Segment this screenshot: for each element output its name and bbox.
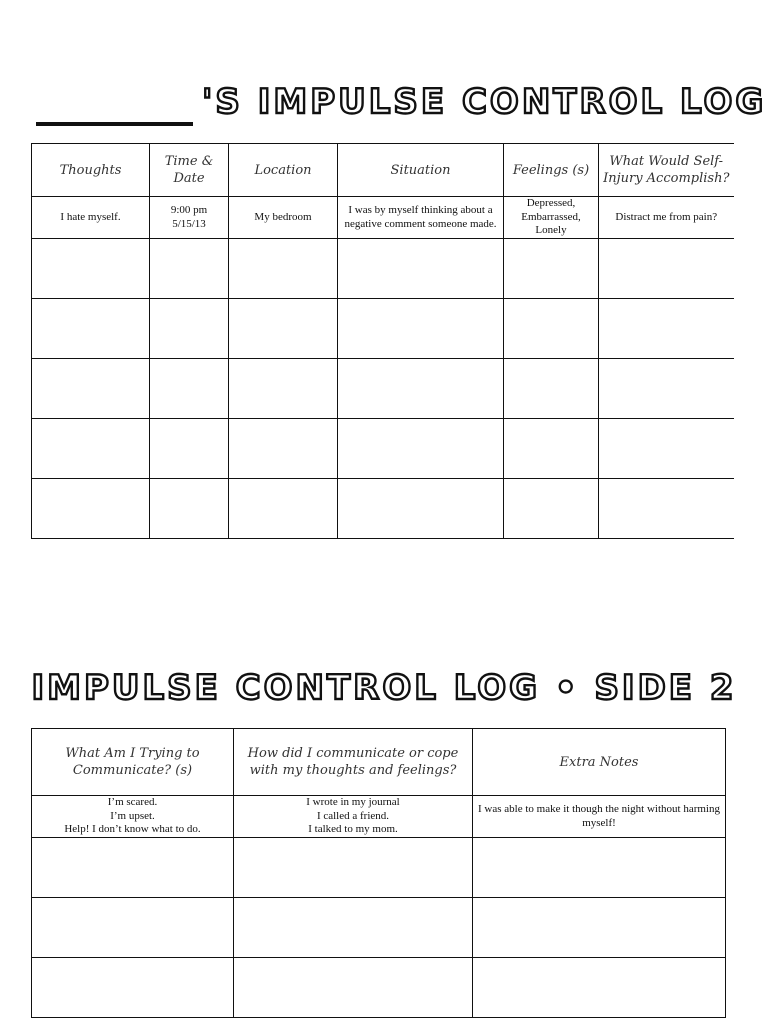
name-blank-line <box>36 122 193 126</box>
entry-cell[interactable] <box>32 299 150 359</box>
entry-cell[interactable] <box>234 958 473 1018</box>
empty-entry-row <box>32 419 734 479</box>
example-communicate: I’m scared. I’m upset. Help! I don’t know what to do. <box>32 796 234 838</box>
entry-cell[interactable] <box>150 419 229 479</box>
example-situation: I was by myself thinking about a negative comment someone made. <box>338 197 504 239</box>
empty-entry-row <box>32 479 734 539</box>
entry-cell[interactable] <box>229 419 338 479</box>
entry-cell[interactable] <box>338 419 504 479</box>
example-location: My bedroom <box>229 197 338 239</box>
entry-cell[interactable] <box>473 898 726 958</box>
entry-cell[interactable] <box>234 838 473 898</box>
column-header-cope: How did I communicate or cope with my thoughts and feelings? <box>234 729 473 796</box>
entry-cell[interactable] <box>150 299 229 359</box>
entry-cell[interactable] <box>229 479 338 539</box>
entry-cell[interactable] <box>338 359 504 419</box>
example-time-date: 9:00 pm 5/15/13 <box>150 197 229 239</box>
entry-cell[interactable] <box>338 479 504 539</box>
entry-cell[interactable] <box>338 299 504 359</box>
side-2-title: IMPULSE CONTROL LOG • SIDE 2 <box>31 668 737 708</box>
column-header-communicate: What Am I Trying to Communicate? (s) <box>32 729 234 796</box>
impulse-control-log-side-2-table <box>31 728 726 1018</box>
entry-cell[interactable] <box>32 898 234 958</box>
entry-cell[interactable] <box>599 299 734 359</box>
entry-cell[interactable] <box>150 359 229 419</box>
entry-cell[interactable] <box>234 898 473 958</box>
example-self-injury: Distract me from pain? <box>599 197 734 239</box>
entry-cell[interactable] <box>150 239 229 299</box>
example-feelings: Depressed, Embarrassed, Lonely <box>504 197 599 239</box>
empty-entry-row <box>32 898 726 958</box>
column-header-thoughts: Thoughts <box>32 144 150 197</box>
entry-cell[interactable] <box>338 239 504 299</box>
example-row <box>32 796 726 838</box>
entry-cell[interactable] <box>229 299 338 359</box>
column-header-time-date: Time & Date <box>150 144 229 197</box>
column-header-situation: Situation <box>338 144 504 197</box>
entry-cell[interactable] <box>32 359 150 419</box>
example-cope: I wrote in my journal I called a friend. I talked to my mom. <box>234 796 473 838</box>
example-thoughts: I hate myself. <box>32 197 150 239</box>
empty-entry-row <box>32 239 734 299</box>
entry-cell[interactable] <box>150 479 229 539</box>
entry-cell[interactable] <box>599 359 734 419</box>
entry-cell[interactable] <box>599 479 734 539</box>
empty-entry-row <box>32 359 734 419</box>
empty-entry-row <box>32 958 726 1018</box>
example-row <box>32 197 734 239</box>
entry-cell[interactable] <box>229 359 338 419</box>
entry-cell[interactable] <box>473 958 726 1018</box>
table-header-row <box>32 144 734 197</box>
entry-cell[interactable] <box>599 419 734 479</box>
empty-entry-row <box>32 838 726 898</box>
entry-cell[interactable] <box>229 239 338 299</box>
column-header-feelings: Feelings (s) <box>504 144 599 197</box>
entry-cell[interactable] <box>599 239 734 299</box>
table-header-row <box>32 729 726 796</box>
entry-cell[interactable] <box>473 838 726 898</box>
entry-cell[interactable] <box>504 359 599 419</box>
entry-cell[interactable] <box>32 419 150 479</box>
column-header-location: Location <box>229 144 338 197</box>
log-title <box>34 78 767 128</box>
entry-cell[interactable] <box>32 239 150 299</box>
entry-cell[interactable] <box>32 479 150 539</box>
entry-cell[interactable] <box>32 838 234 898</box>
column-header-self-injury: What Would Self-Injury Accomplish? <box>599 144 734 197</box>
impulse-control-log-table <box>31 143 734 539</box>
entry-cell[interactable] <box>504 239 599 299</box>
empty-entry-row <box>32 299 734 359</box>
entry-cell[interactable] <box>504 479 599 539</box>
entry-cell[interactable] <box>504 419 599 479</box>
entry-cell[interactable] <box>32 958 234 1018</box>
example-extra-notes: I was able to make it though the night without harming myself! <box>473 796 726 838</box>
entry-cell[interactable] <box>504 299 599 359</box>
log-title-text: 'S IMPULSE CONTROL LOG <box>202 82 767 122</box>
column-header-extra-notes: Extra Notes <box>473 729 726 796</box>
